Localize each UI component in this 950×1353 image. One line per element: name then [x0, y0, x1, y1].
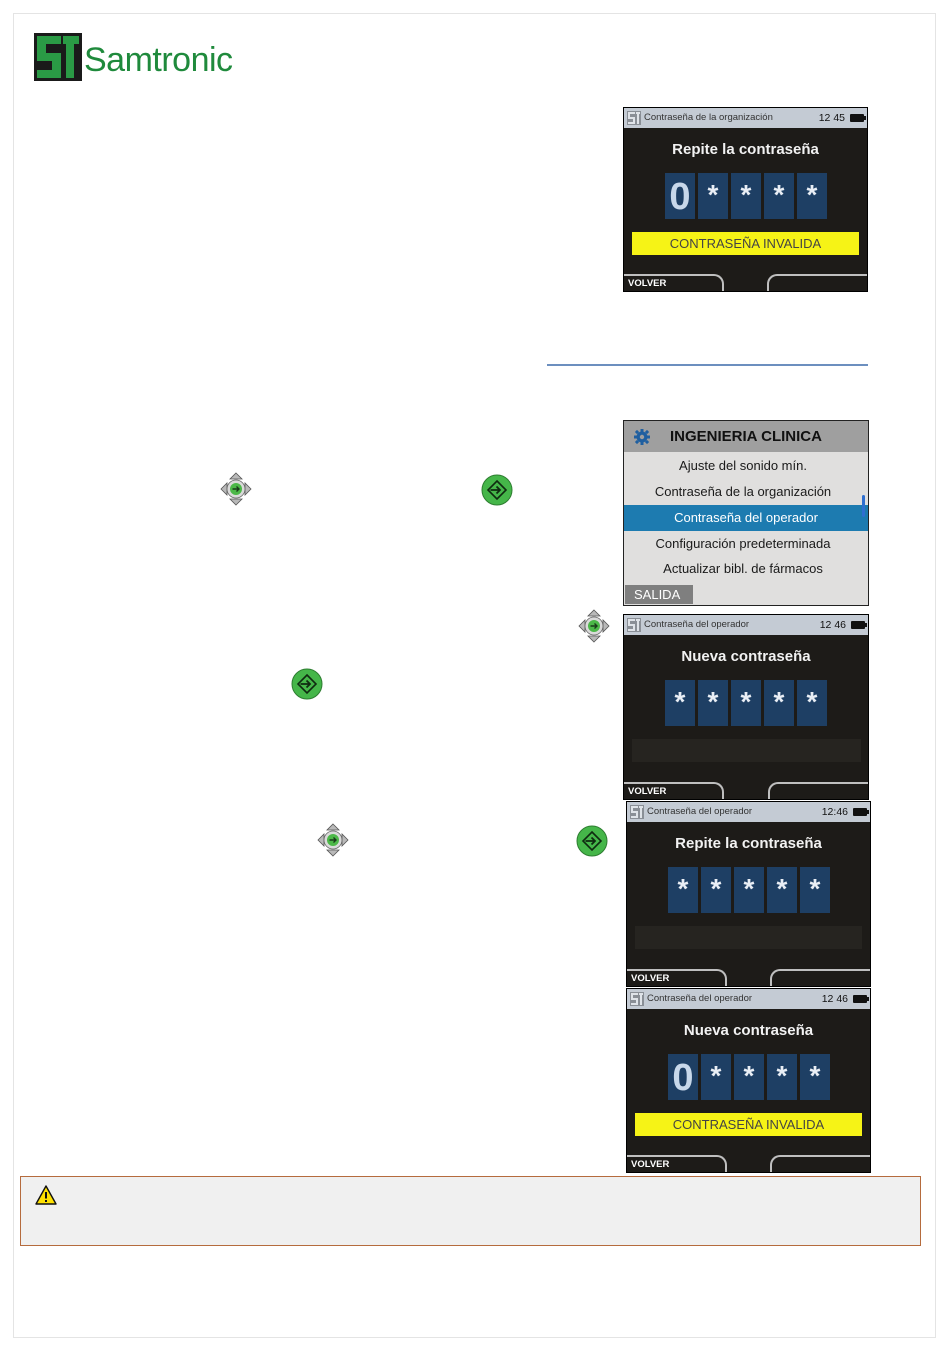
- message-bar: [632, 739, 861, 762]
- right-soft-key[interactable]: [768, 782, 868, 799]
- pin-cell: *: [731, 173, 761, 219]
- status-bar: Contraseña del operador 12 46: [624, 615, 868, 635]
- menu-item-default-config[interactable]: Configuración predeterminada: [655, 536, 831, 551]
- pin-cell: *: [665, 680, 695, 726]
- st-logo-icon: [630, 805, 644, 819]
- menu-screen: [623, 420, 869, 606]
- st-logo-icon: [34, 33, 82, 81]
- navigation-pad-icon: [578, 609, 610, 643]
- pin-cell: *: [734, 1054, 764, 1100]
- pin-cell: *: [698, 680, 728, 726]
- right-soft-key[interactable]: [767, 274, 867, 291]
- pin-cell: *: [800, 1054, 830, 1100]
- samtronic-logo: [34, 33, 254, 83]
- enter-button-icon: [291, 668, 323, 700]
- battery-icon: [853, 995, 867, 1003]
- menu-title: INGENIERIA CLINICA: [670, 428, 822, 445]
- pin-cell: *: [701, 1054, 731, 1100]
- pin-entry: [665, 680, 827, 726]
- pin-cell: *: [764, 173, 794, 219]
- pin-entry: [665, 173, 827, 219]
- gear-icon: [634, 429, 650, 445]
- menu-item-operator-password[interactable]: Contraseña del operador: [624, 505, 868, 531]
- brand-name: Samtronic: [84, 41, 233, 79]
- battery-icon: [853, 808, 867, 816]
- pin-cell: 0: [668, 1054, 698, 1100]
- right-soft-key[interactable]: [770, 969, 870, 986]
- right-soft-key[interactable]: [770, 1155, 870, 1172]
- navigation-pad-icon: [220, 472, 252, 506]
- st-logo-icon: [627, 111, 641, 125]
- st-logo-icon: [627, 618, 641, 632]
- status-bar: Contraseña del operador 12:46: [627, 802, 870, 822]
- pin-cell: *: [698, 173, 728, 219]
- enter-button-icon: [481, 474, 513, 506]
- menu-item-update-library[interactable]: Actualizar bibl. de fármacos: [663, 561, 823, 576]
- status-bar: Contraseña de la organización 12 45: [624, 108, 867, 128]
- back-soft-key[interactable]: VOLVER: [624, 274, 724, 291]
- menu-scrollbar[interactable]: [862, 495, 865, 517]
- menu-item-org-password[interactable]: Contraseña de la organización: [654, 484, 832, 499]
- warning-box: [20, 1176, 921, 1246]
- exit-button[interactable]: SALIDA: [625, 585, 693, 604]
- device-screen-2: [623, 614, 869, 800]
- screen-heading: Repite la contraseña: [672, 141, 819, 158]
- navigation-pad-icon: [317, 823, 349, 857]
- message-bar: [635, 926, 862, 949]
- pin-cell: *: [767, 867, 797, 913]
- menu-title-bar: [624, 421, 868, 452]
- battery-icon: [850, 114, 864, 122]
- back-soft-key[interactable]: VOLVER: [627, 969, 727, 986]
- pin-entry: [668, 1054, 830, 1100]
- pin-cell: *: [701, 867, 731, 913]
- pin-entry: [668, 867, 830, 913]
- section-divider: [547, 364, 868, 366]
- status-bar: Contraseña del operador 12 46: [627, 989, 870, 1009]
- pin-cell: *: [731, 680, 761, 726]
- pin-cell: *: [668, 867, 698, 913]
- screen-heading: Nueva contraseña: [681, 648, 811, 665]
- pin-cell: *: [800, 867, 830, 913]
- invalid-password-message: CONTRASEÑA INVALIDA: [635, 1113, 862, 1136]
- st-logo-icon: [630, 992, 644, 1006]
- device-screen-1: [623, 107, 868, 292]
- invalid-password-message: CONTRASEÑA INVALIDA: [632, 232, 859, 255]
- back-soft-key[interactable]: VOLVER: [627, 1155, 727, 1172]
- screen-heading: Nueva contraseña: [683, 1022, 814, 1039]
- pin-cell: *: [764, 680, 794, 726]
- pin-cell: *: [767, 1054, 797, 1100]
- battery-icon: [851, 621, 865, 629]
- pin-cell: *: [734, 867, 764, 913]
- screen-heading: Repite la contraseña: [675, 835, 822, 852]
- pin-cell: *: [797, 680, 827, 726]
- back-soft-key[interactable]: VOLVER: [624, 782, 724, 799]
- warning-icon: [35, 1185, 57, 1205]
- device-screen-3: [626, 801, 871, 987]
- pin-cell: *: [797, 173, 827, 219]
- device-screen-4: [626, 988, 871, 1173]
- menu-item-sound[interactable]: Ajuste del sonido mín.: [679, 458, 807, 473]
- enter-button-icon: [576, 825, 608, 857]
- pin-cell: 0: [665, 173, 695, 219]
